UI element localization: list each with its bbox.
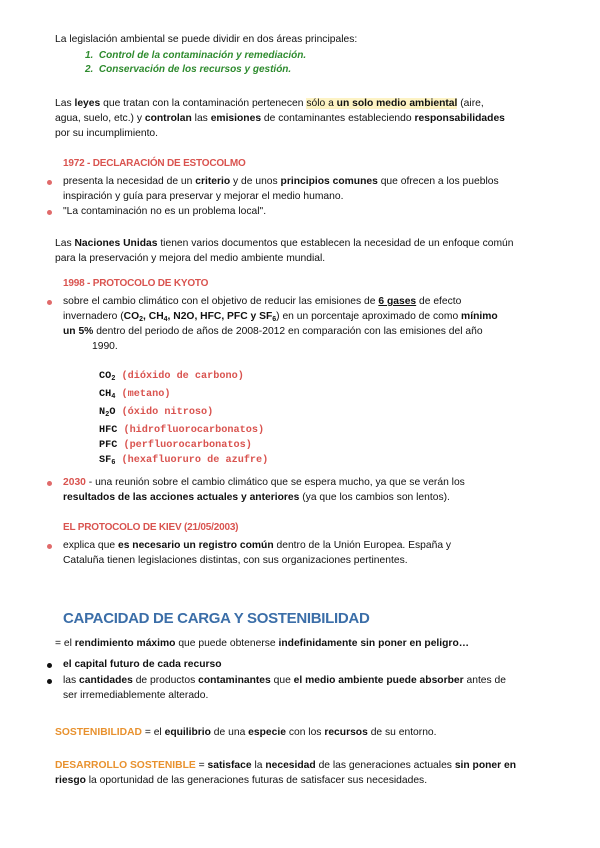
kyoto-line-2: invernadero ($CO_2$, $CH_4$, N2O, HFC, PFC y $SF_6$) en un porcentaje aproximado de como mínimo <box>63 311 498 323</box>
gas-item: $N_2O$ (óxido nitroso) <box>99 407 214 419</box>
bullet-icon <box>47 481 52 486</box>
capacidad-bullet-2: las cantidades de productos contaminantes que el medio ambiente puede absorber antes de <box>63 675 506 686</box>
gas-item: HFC (hidrofluorocarbonatos) <box>99 425 265 436</box>
kyoto-line-4: 1990. <box>92 341 118 352</box>
kiev-line-1: explica que es necesario un registro común dentro de la Unión Europea. España y <box>63 540 452 551</box>
capacidad-definition: = el rendimiento máximo que puede obtenerse indefinidamente sin poner en peligro… <box>55 638 470 649</box>
naciones-line-2: para la preservación y mejora del medio ambiente mundial. <box>55 253 326 264</box>
capacidad-heading: CAPACIDAD DE CARGA Y SOSTENIBILIDAD <box>63 610 370 627</box>
bullet-icon <box>47 300 52 305</box>
estocolmo-bullet-2: "La contaminación no es un problema local". <box>63 206 267 217</box>
capacidad-bullet-2-cont: ser irremediablemente alterado. <box>63 690 209 701</box>
desarrollo-definition-cont: riesgo la oportunidad de las generaciones futuras de satisfacer sus necesidades. <box>55 775 428 786</box>
kyoto-line-1: sobre el cambio climático con el objetivo de reducir las emisiones de 6 gases de efecto <box>63 296 462 307</box>
sostenibilidad-definition: SOSTENIBILIDAD = el equilibrio de una especie con los recursos de su entorno. <box>55 727 437 738</box>
leyes-line-3: por su incumplimiento. <box>55 128 159 139</box>
capacidad-bullet-1: el capital futuro de cada recurso <box>63 659 222 670</box>
estocolmo-bullet-1-cont: inspiración y guía para preservar y mejorar el medio humano. <box>63 191 344 202</box>
kiev-line-2: Cataluña tienen legislaciones distintas, con sus organizaciones pertinentes. <box>63 555 408 566</box>
desarrollo-definition: DESARROLLO SOSTENIBLE = satisface la necesidad de las generaciones actuales sin poner en <box>55 760 517 771</box>
estocolmo-bullet-1: presenta la necesidad de un criterio y de unos principios comunes que ofrecen a los pueblos <box>63 176 499 187</box>
kyoto-line-3: un 5% dentro del periodo de años de 2008-2012 en comparación con las emisiones del año <box>63 326 483 337</box>
bullet-icon <box>47 210 52 215</box>
y2030-line-1: 2030 - una reunión sobre el cambio climático que se espera mucho, ya que se verán los <box>63 477 465 488</box>
naciones-line-1: Las Naciones Unidas tienen varios documentos que establecen la necesidad de un enfoque común <box>55 238 514 249</box>
gas-item: $CO_2$ (dióxido de carbono) <box>99 371 244 383</box>
leyes-line-1: Las leyes que tratan con la contaminación pertenecen sólo a un solo medio ambiental (aire, <box>55 98 484 109</box>
intro-line: La legislación ambiental se puede dividir en dos áreas principales: <box>55 34 358 45</box>
gas-item: $CH_4$ (metano) <box>99 389 171 401</box>
kiev-heading: EL PROTOCOLO DE KIEV (21/05/2003) <box>63 522 239 533</box>
y2030-line-2: resultados de las acciones actuales y anteriores (ya que los cambios son lentos). <box>63 492 450 503</box>
leyes-line-2: agua, suelo, etc.) y controlan las emisiones de contaminantes estableciendo responsabilidades <box>55 113 505 124</box>
bullet-icon <box>47 679 52 684</box>
bullet-icon <box>47 663 52 668</box>
gases-list <box>99 369 268 471</box>
area-item-1: 1. Control de la contaminación y remediación. <box>85 50 307 61</box>
estocolmo-heading: 1972 - DECLARACIÓN DE ESTOCOLMO <box>63 158 246 169</box>
gas-item: PFC (perfluorocarbonatos) <box>99 440 252 451</box>
kyoto-heading: 1998 - PROTOCOLO DE KYOTO <box>63 278 209 289</box>
bullet-icon <box>47 180 52 185</box>
area-item-2: 2. Conservación de los recursos y gestión. <box>85 64 292 75</box>
gas-item: $SF_6$ (hexafluoruro de azufre) <box>99 455 269 467</box>
bullet-icon <box>47 544 52 549</box>
